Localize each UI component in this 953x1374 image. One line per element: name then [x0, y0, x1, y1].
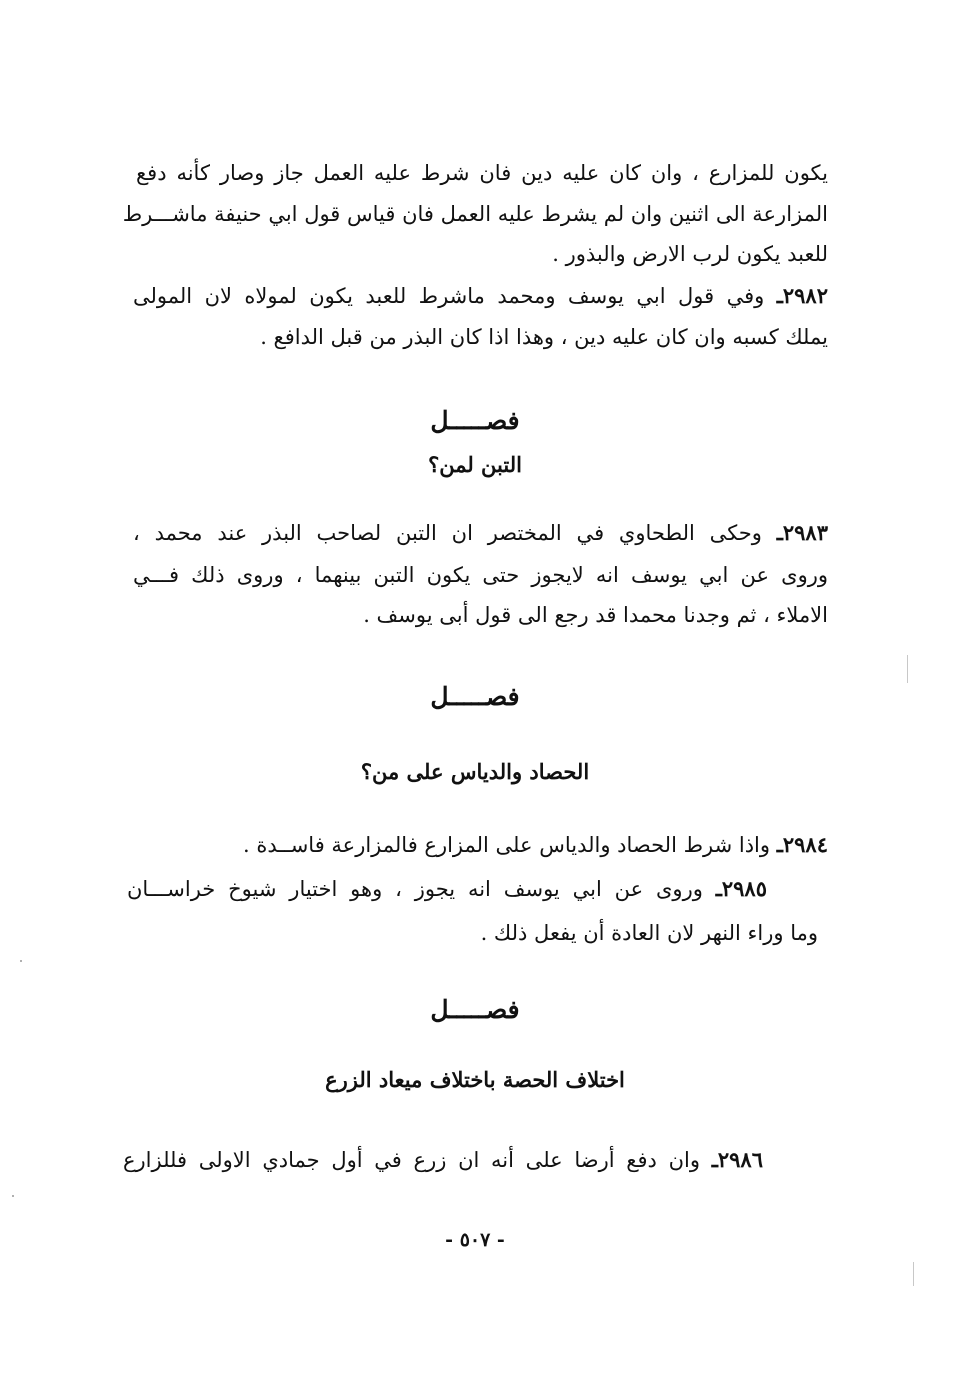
paragraph-text: وحكى الطحاوي في المختصر ان التبن لصاحب البذر عند محمد ،	[133, 521, 762, 545]
paragraph-line: يملك كسبه وان كان عليه دين ، وهذا اذا كان البذر من قبل الدافع .	[260, 325, 828, 349]
paragraph-number: ٢٩٨٥ـ	[715, 876, 767, 901]
paragraph-number: ٢٩٨٣ـ	[776, 520, 828, 545]
numbered-paragraph-line	[123, 1145, 763, 1175]
paragraph-text: واذا شرط الحصاد والدياس على المزارع فالمزارعة فاســدة .	[243, 833, 771, 857]
numbered-paragraph-line	[133, 518, 828, 548]
paragraph-line: المزارعة الى اثنين وان لم يشرط عليه العمل فان قياس قول ابي حنيفة ماشـــرط	[122, 202, 828, 226]
paragraph-line: الاملاء ، ثم وجدنا محمدا قد رجع الى قول أبى يوسف .	[363, 603, 828, 627]
section-subheading: الحصاد والدياس على من؟	[360, 759, 590, 784]
paragraph-text: وروى عن ابي يوسف انه يجوز ، وهو اختيار شيوخ خراســـان	[127, 877, 703, 901]
numbered-paragraph-line	[128, 830, 828, 860]
section-subheading: اختلاف الحصة باختلاف ميعاد الزرع	[325, 1067, 625, 1092]
section-subheading: التبن لمن؟	[428, 452, 522, 477]
paragraph-line: للعبد يكون لرب الارض والبذور .	[552, 242, 828, 266]
paragraph-number: ٢٩٨٢ـ	[776, 283, 828, 308]
paragraph-text: وفي قول ابي يوسف ومحمد ماشرط للعبد يكون لمولاه لان المولى	[133, 284, 765, 308]
paragraph-line: يكون للمزارع ، وان كان عليه دين فان شرط عليه العمل جاز وصار كأنه دفع	[136, 161, 828, 185]
numbered-paragraph-line	[127, 874, 767, 904]
scan-margin-mark	[907, 655, 908, 683]
numbered-paragraph-line	[133, 281, 828, 311]
scan-margin-mark	[913, 1262, 914, 1286]
paragraph-line: وروى عن ابي يوسف انه لايجوز حتى يكون التبن بينهما ، وروى ذلك فـــي	[133, 563, 828, 587]
paragraph-number: ٢٩٨٤ـ	[776, 832, 828, 857]
section-heading: فصـــــل	[430, 406, 520, 435]
paragraph-number: ٢٩٨٦ـ	[711, 1147, 763, 1172]
paragraph-text: وان دفع أرضا على أنه ان زرع في أول جمادي الاولى فللزارع	[123, 1148, 700, 1172]
section-heading: فصـــــل	[430, 682, 520, 711]
section-heading: فصـــــل	[430, 995, 520, 1024]
paragraph-line: وما وراء النهر لان العادة أن يفعل ذلك .	[480, 921, 818, 945]
page-number: - ٥٠٧ -	[445, 1229, 505, 1251]
scan-dot	[12, 1195, 14, 1197]
scan-dot	[20, 960, 22, 962]
